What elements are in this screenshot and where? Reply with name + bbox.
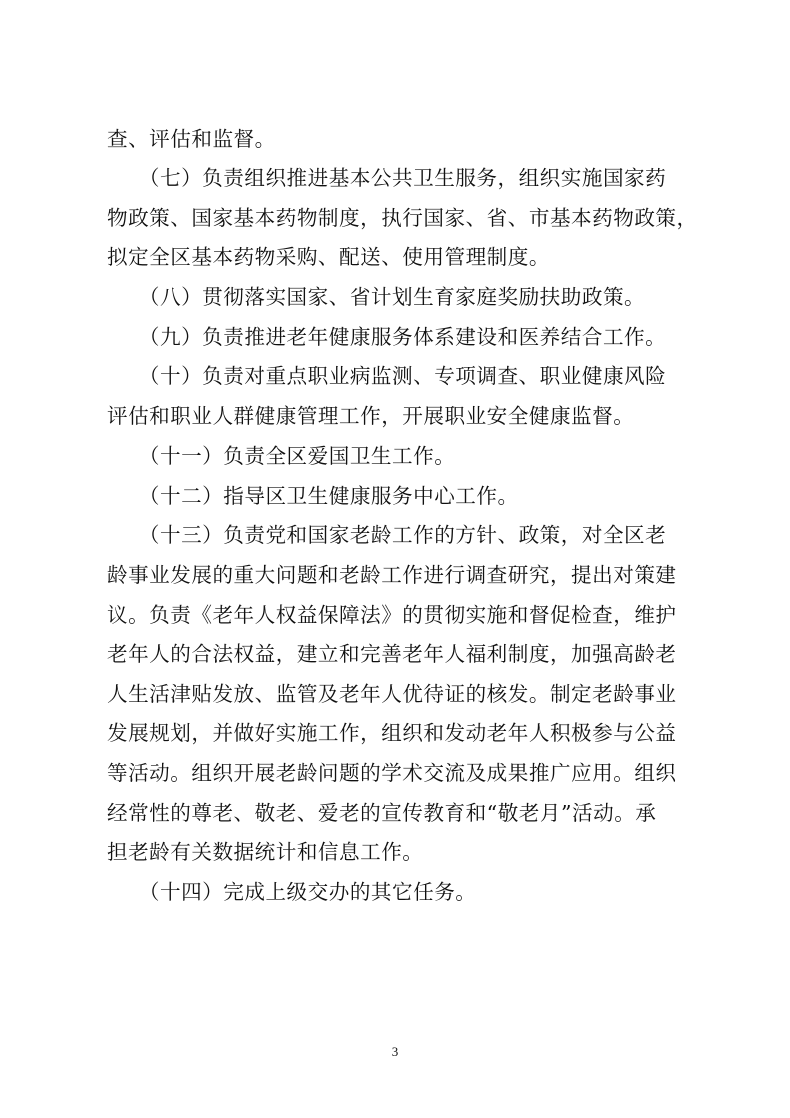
text-line: 评估和职业人群健康管理工作，开展职业安全健康监督。 xyxy=(107,404,635,428)
text-line: 物政策、国家基本药物制度，执行国家、省、市基本药物政策， xyxy=(107,206,698,230)
page-number: 3 xyxy=(391,1044,399,1059)
text-line: 担老龄有关数据统计和信息工作。 xyxy=(107,840,424,864)
text-line: 龄事业发展的重大问题和老龄工作进行调查研究，提出对策建 xyxy=(107,563,677,587)
text-line: （九）负责推进老年健康服务体系建设和医养结合工作。 xyxy=(107,325,667,349)
text-line: （十二）指导区卫生健康服务中心工作。 xyxy=(107,484,519,508)
text-line: 查、评估和监督。 xyxy=(107,127,276,151)
text-line: 老年人的合法权益，建立和完善老年人福利制度，加强高龄老 xyxy=(107,642,677,666)
text-line: （八）贯彻落实国家、省计划生育家庭奖励扶助政策。 xyxy=(107,285,646,309)
text-line: 经常性的尊老、敬老、爱老的宣传教育和“敬老月”活动。承 xyxy=(107,801,657,825)
text-line: （十一）负责全区爱国卫生工作。 xyxy=(107,444,456,468)
text-line: （十）负责对重点职业病监测、专项调查、职业健康风险 xyxy=(107,364,667,388)
text-line: 等活动。组织开展老龄问题的学术交流及成果推广应用。组织 xyxy=(107,761,677,785)
text-line: （七）负责组织推进基本公共卫生服务，组织实施国家药 xyxy=(107,166,667,190)
text-line: （十四）完成上级交办的其它任务。 xyxy=(107,880,477,904)
text-line: 发展规划，并做好实施工作，组织和发动老年人积极参与公益 xyxy=(107,721,677,745)
text-line: 拟定全区基本药物采购、配送、使用管理制度。 xyxy=(107,245,550,269)
text-line: （十三）负责党和国家老龄工作的方针、政策，对全区老 xyxy=(107,523,667,547)
text-line: 议。负责《老年人权益保障法》的贯彻实施和督促检查，维护 xyxy=(107,603,677,627)
text-line: 人生活津贴发放、监管及老年人优待证的核发。制定老龄事业 xyxy=(107,682,677,706)
